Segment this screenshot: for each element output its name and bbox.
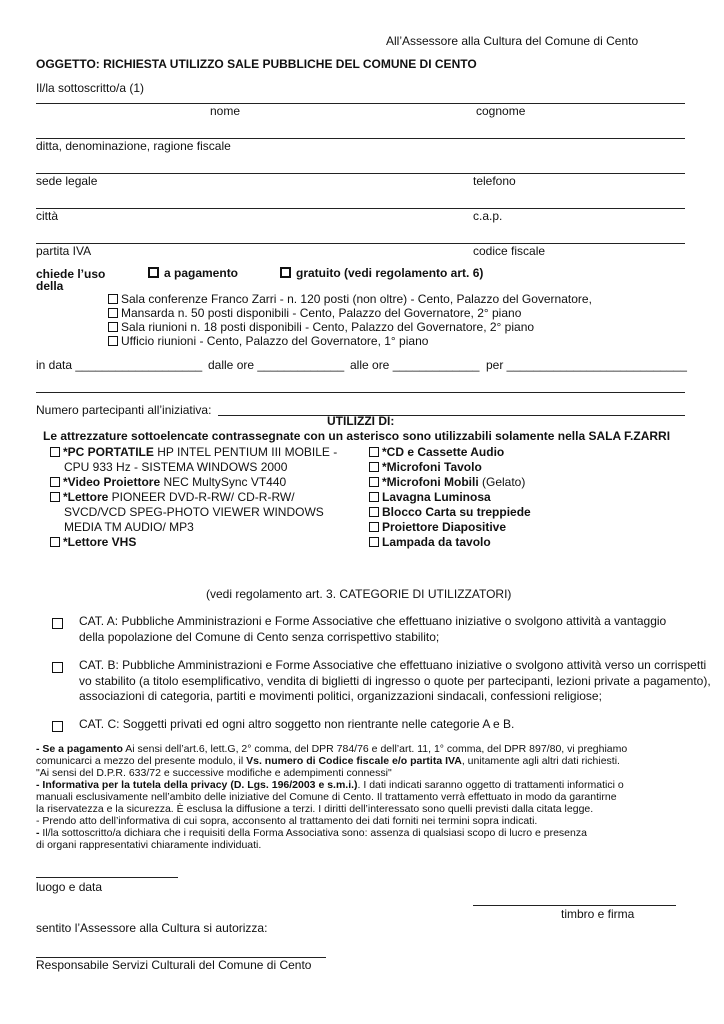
- checkbox-equipment[interactable]: [50, 492, 60, 502]
- partita-iva-label: partita IVA: [36, 244, 92, 258]
- equipment-item[interactable]: *Microfoni Tavolo: [369, 460, 531, 475]
- notes: - Se a pagamento Ai sensi dell’art.6, lett.G, 2° comma, del DPR 784/76 e dell’art. 11, 1° comma, del DPR 897/80, vi preghiamo comunicarci a mezzo del presente modulo, il Vs. numero di Codice fiscale e/o partita IVA, unitamente agli altri dati richiesti. "Ai sensi del D.P.R. 633/72 e successive modifiche e adempimenti connessi" - Informativa per la tutela della privacy (D. Lgs. 196/2003 e s.m.i.). I dati indicati saranno oggetto di trattamenti informatici o manuali esclusivamente nell’ambito delle iniziative del Comune di Cento. Il trattamento verrà effettuato in modo da garantirne la riservatezza e la sicurezza. È esclusa la diffusione a terzi. I diritti dell’interessato sono quelli previsti dalla citata legge. - Prendo atto dell’informativa di cui sopra, acconsento al trattamento dei dati forniti nei termini sopra indicati. - Il/la sottoscritto/a dichiara che i requisiti della Forma Associativa sono: assenza di qualsiasi scopo di lucro e presenza di organi rappresentativi chiaramente individuati.: [36, 743, 628, 851]
- checkbox-equipment[interactable]: [369, 492, 379, 502]
- rooms-list: [108, 292, 592, 348]
- option-gratuito[interactable]: [280, 266, 483, 280]
- chiede-label-1: chiede l’uso: [36, 267, 106, 281]
- cap-label: c.a.p.: [473, 209, 503, 223]
- per-field[interactable]: per ___________________________: [486, 358, 687, 372]
- category-c: CAT. C: Soggetti privati ed ogni altro soggetto non rientrante nelle categorie A e B.: [79, 717, 515, 731]
- equipment-item[interactable]: Proiettore Diapositive: [369, 520, 531, 535]
- category-a: CAT. A: Pubbliche Amministrazioni e Forme Associative che effettuano iniziative o svolgono attività a vantaggio della popolazione del Comune di Cento senza corrispettivo stabilito;: [79, 614, 667, 644]
- participants-label: Numero partecipanti all’iniziativa:: [36, 403, 212, 417]
- checkbox-gratuito[interactable]: [280, 267, 291, 278]
- equipment-item[interactable]: Lampada da tavolo: [369, 535, 531, 550]
- firma-line[interactable]: [473, 905, 676, 906]
- ditta-label: ditta, denominazione, ragione fiscale: [36, 139, 231, 153]
- dalle-ore-field[interactable]: dalle ore _____________: [208, 358, 345, 372]
- checkbox-equipment[interactable]: [369, 537, 379, 547]
- cognome-label: cognome: [476, 104, 526, 118]
- timbro-firma-label: timbro e firma: [561, 907, 635, 921]
- checkbox-room[interactable]: [108, 336, 118, 346]
- iva-line[interactable]: [36, 243, 685, 244]
- blank-line[interactable]: [36, 392, 685, 393]
- option-a-pagamento[interactable]: [148, 266, 238, 280]
- room-item[interactable]: Sala riunioni n. 18 posti disponibili - Cento, Palazzo del Governatore, 2° piano: [108, 320, 592, 334]
- equipment-item[interactable]: *Lettore PIONEER DVD-R-RW/ CD-R-RW/: [50, 490, 337, 505]
- room-item[interactable]: Mansarda n. 50 posti disponibili - Cento, Palazzo del Governatore, 2° piano: [108, 306, 592, 320]
- equipment-item[interactable]: *Microfoni Mobili (Gelato): [369, 475, 531, 490]
- telefono-label: telefono: [473, 174, 516, 188]
- utilizzi-title: UTILIZZI DI:: [327, 414, 395, 428]
- equipment-left: [50, 445, 337, 550]
- addressee: All’Assessore alla Cultura del Comune di Cento: [386, 34, 639, 48]
- sentito-label: sentito l’Assessore alla Cultura si autorizza:: [36, 921, 268, 935]
- citta-label: città: [36, 209, 59, 223]
- form-subject: OGGETTO: RICHIESTA UTILIZZO SALE PUBBLICHE DEL COMUNE DI CENTO: [36, 57, 477, 71]
- utilizzi-subtitle: Le attrezzature sottoelencate contrassegnate con un asterisco sono utilizzabili solamente nella SALA F.ZARRI: [43, 429, 671, 443]
- equipment-item[interactable]: *Video Proiettore NEC MultySync VT440: [50, 475, 337, 490]
- room-item[interactable]: Sala conferenze Franco Zarri - n. 120 posti (non oltre) - Cento, Palazzo del Governatore,: [108, 292, 592, 306]
- a-pagamento-label: a pagamento: [164, 266, 239, 280]
- checkbox-cat-a[interactable]: [52, 618, 63, 629]
- participants-line[interactable]: [218, 415, 685, 416]
- equipment-desc: SVCD/VCD SPEG-PHOTO VIEWER WINDOWS: [64, 505, 324, 519]
- checkbox-room[interactable]: [108, 294, 118, 304]
- equipment-item[interactable]: *PC PORTATILE HP INTEL PENTIUM III MOBILE -: [50, 445, 337, 460]
- checkbox-equipment[interactable]: [369, 462, 379, 472]
- checkbox-room[interactable]: [108, 308, 118, 318]
- codice-fiscale-label: codice fiscale: [473, 244, 546, 258]
- checkbox-cat-c[interactable]: [52, 721, 63, 732]
- equipment-desc: CPU 933 Hz - SISTEMA WINDOWS 2000: [64, 460, 288, 474]
- checkbox-equipment[interactable]: [50, 447, 60, 457]
- equipment-item[interactable]: *CD e Cassette Audio: [369, 445, 531, 460]
- room-item[interactable]: Ufficio riunioni - Cento, Palazzo del Governatore, 1° piano: [108, 334, 592, 348]
- checkbox-room[interactable]: [108, 322, 118, 332]
- category-b: CAT. B: Pubbliche Amministrazioni e Forme Associative che effettuano iniziative o svolgono attività verso un corrispetti vo stabilito (a titolo esemplificativo, vendita di biglietti di ingresso o quote per partecipanti, lezioni private a pagamento), associazioni di categoria, partiti e movimenti politici, organizzazioni sindacali, confessioni religiose;: [79, 658, 711, 703]
- in-data-field[interactable]: in data ___________________: [36, 358, 203, 372]
- checkbox-equipment[interactable]: [369, 507, 379, 517]
- equipment-desc: MEDIA TM AUDIO/ MP3: [64, 520, 194, 534]
- gratuito-label: gratuito (vedi regolamento art. 6): [296, 266, 484, 280]
- equipment-right: [369, 445, 531, 550]
- name-line[interactable]: [36, 103, 685, 104]
- checkbox-equipment[interactable]: [50, 477, 60, 487]
- equipment-item[interactable]: *Lettore VHS: [50, 535, 337, 550]
- categories-title: (vedi regolamento art. 3. CATEGORIE DI UTILIZZATORI): [206, 587, 512, 601]
- equipment-item[interactable]: Blocco Carta su treppiede: [369, 505, 531, 520]
- checkbox-cat-b[interactable]: [52, 662, 63, 673]
- responsabile-label: Responsabile Servizi Culturali del Comune di Cento: [36, 958, 312, 972]
- undersigned-label: Il/la sottoscritto/a (1): [36, 81, 145, 95]
- equipment-item[interactable]: Lavagna Luminosa: [369, 490, 531, 505]
- sede-line[interactable]: [36, 173, 685, 174]
- luogo-data-line[interactable]: [36, 877, 178, 878]
- checkbox-equipment[interactable]: [50, 537, 60, 547]
- nome-label: nome: [210, 104, 241, 118]
- checkbox-equipment[interactable]: [369, 447, 379, 457]
- alle-ore-field[interactable]: alle ore _____________: [350, 358, 480, 372]
- luogo-data-label: luogo e data: [36, 880, 103, 894]
- checkbox-equipment[interactable]: [369, 522, 379, 532]
- citta-line[interactable]: [36, 208, 685, 209]
- checkbox-a-pagamento[interactable]: [148, 267, 159, 278]
- sede-legale-label: sede legale: [36, 174, 98, 188]
- checkbox-equipment[interactable]: [369, 477, 379, 487]
- chiede-label-2: della: [36, 279, 64, 293]
